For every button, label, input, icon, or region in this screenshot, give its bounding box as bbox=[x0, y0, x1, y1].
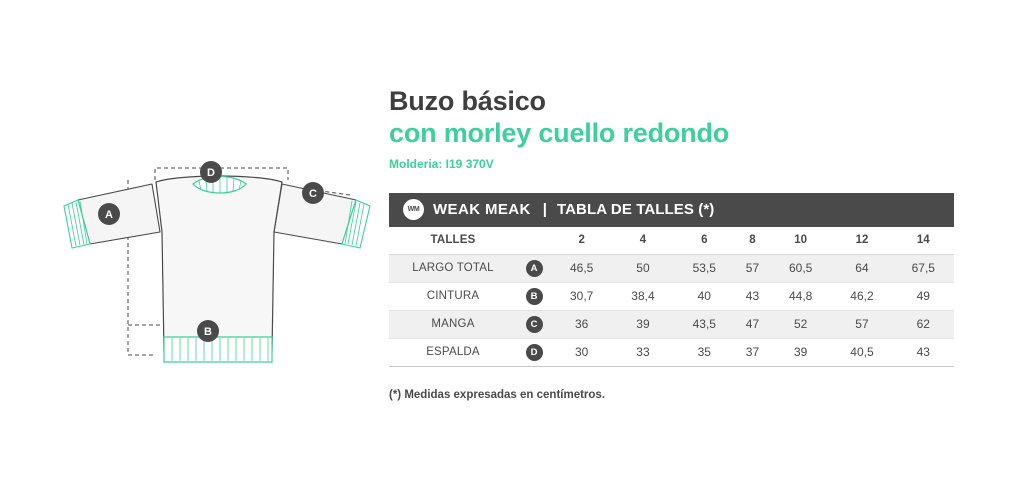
row-letter-a bbox=[517, 254, 551, 282]
letter-badge-b: B bbox=[526, 288, 543, 305]
footnote: (*) Medidas expresadas en centímetros. bbox=[389, 388, 606, 401]
row-label-espalda: ESPALDA bbox=[389, 338, 517, 366]
column-header-size-4: 4 bbox=[612, 227, 673, 255]
row-label-manga: MANGA bbox=[389, 310, 517, 338]
cell-cintura-2: 30,7 bbox=[551, 282, 612, 310]
page-title-line1: Buzo básico bbox=[389, 86, 546, 116]
column-header-size-12: 12 bbox=[831, 227, 892, 255]
cell-espalda-8: 37 bbox=[735, 338, 770, 366]
cell-espalda-4: 33 bbox=[612, 338, 673, 366]
cell-espalda-10: 39 bbox=[770, 338, 831, 366]
cell-cintura-14: 49 bbox=[893, 282, 954, 310]
cell-largo-6: 53,5 bbox=[674, 254, 735, 282]
table-row bbox=[389, 282, 954, 310]
brand-logo-icon: WM bbox=[403, 199, 424, 220]
cell-manga-8: 47 bbox=[735, 310, 770, 338]
letter-badge-a: A bbox=[526, 260, 543, 277]
cell-espalda-6: 35 bbox=[674, 338, 735, 366]
column-header-size-6: 6 bbox=[674, 227, 735, 255]
svg-text:A: A bbox=[105, 209, 113, 221]
cell-espalda-2: 30 bbox=[551, 338, 612, 366]
size-table bbox=[389, 227, 954, 367]
cell-cintura-10: 44,8 bbox=[770, 282, 831, 310]
row-letter-b bbox=[517, 282, 551, 310]
column-header-talles: TALLES bbox=[389, 227, 517, 255]
table-row bbox=[389, 338, 954, 366]
row-letter-c bbox=[517, 310, 551, 338]
svg-text:C: C bbox=[309, 188, 317, 200]
column-header-letter bbox=[517, 227, 551, 255]
callout-b bbox=[197, 320, 219, 342]
table-row bbox=[389, 310, 954, 338]
cell-largo-8: 57 bbox=[735, 254, 770, 282]
letter-badge-c: C bbox=[526, 316, 543, 333]
cell-cintura-8: 43 bbox=[735, 282, 770, 310]
moldery-code: Molderia: I19 370V bbox=[389, 156, 494, 171]
cell-largo-10: 60,5 bbox=[770, 254, 831, 282]
cell-manga-10: 52 bbox=[770, 310, 831, 338]
cell-manga-4: 39 bbox=[612, 310, 673, 338]
page-title-line2: con morley cuello redondo bbox=[389, 117, 730, 148]
cell-cintura-6: 40 bbox=[674, 282, 735, 310]
brand-name: WEAK MEAK bbox=[433, 201, 531, 219]
column-header-size-10: 10 bbox=[770, 227, 831, 255]
cell-largo-4: 50 bbox=[612, 254, 673, 282]
row-label-largo-total: LARGO TOTAL bbox=[389, 254, 517, 282]
cell-manga-2: 36 bbox=[551, 310, 612, 338]
row-label-cintura: CINTURA bbox=[389, 282, 517, 310]
cell-cintura-12: 46,2 bbox=[831, 282, 892, 310]
row-letter-d bbox=[517, 338, 551, 366]
cell-cintura-4: 38,4 bbox=[612, 282, 673, 310]
column-header-size-8: 8 bbox=[735, 227, 770, 255]
table-header-row bbox=[389, 227, 954, 255]
cell-manga-12: 57 bbox=[831, 310, 892, 338]
chart-content bbox=[389, 86, 954, 401]
svg-text:D: D bbox=[207, 167, 215, 179]
garment-illustration bbox=[60, 140, 380, 400]
table-row bbox=[389, 254, 954, 282]
cell-largo-2: 46,5 bbox=[551, 254, 612, 282]
cell-espalda-14: 43 bbox=[893, 338, 954, 366]
cell-manga-14: 62 bbox=[893, 310, 954, 338]
callout-c bbox=[302, 182, 324, 204]
letter-badge-d: D bbox=[526, 344, 543, 361]
callout-d bbox=[200, 161, 222, 183]
column-header-size-14: 14 bbox=[893, 227, 954, 255]
column-header-size-2: 2 bbox=[551, 227, 612, 255]
cell-espalda-12: 40,5 bbox=[831, 338, 892, 366]
table-title: TABLA DE TALLES (*) bbox=[556, 201, 715, 219]
callout-a bbox=[98, 203, 120, 225]
cell-manga-6: 43,5 bbox=[674, 310, 735, 338]
table-header-bar bbox=[389, 193, 954, 227]
header-separator: | bbox=[542, 201, 547, 219]
cell-largo-14: 67,5 bbox=[893, 254, 954, 282]
cell-largo-12: 64 bbox=[831, 254, 892, 282]
svg-text:B: B bbox=[204, 326, 212, 338]
